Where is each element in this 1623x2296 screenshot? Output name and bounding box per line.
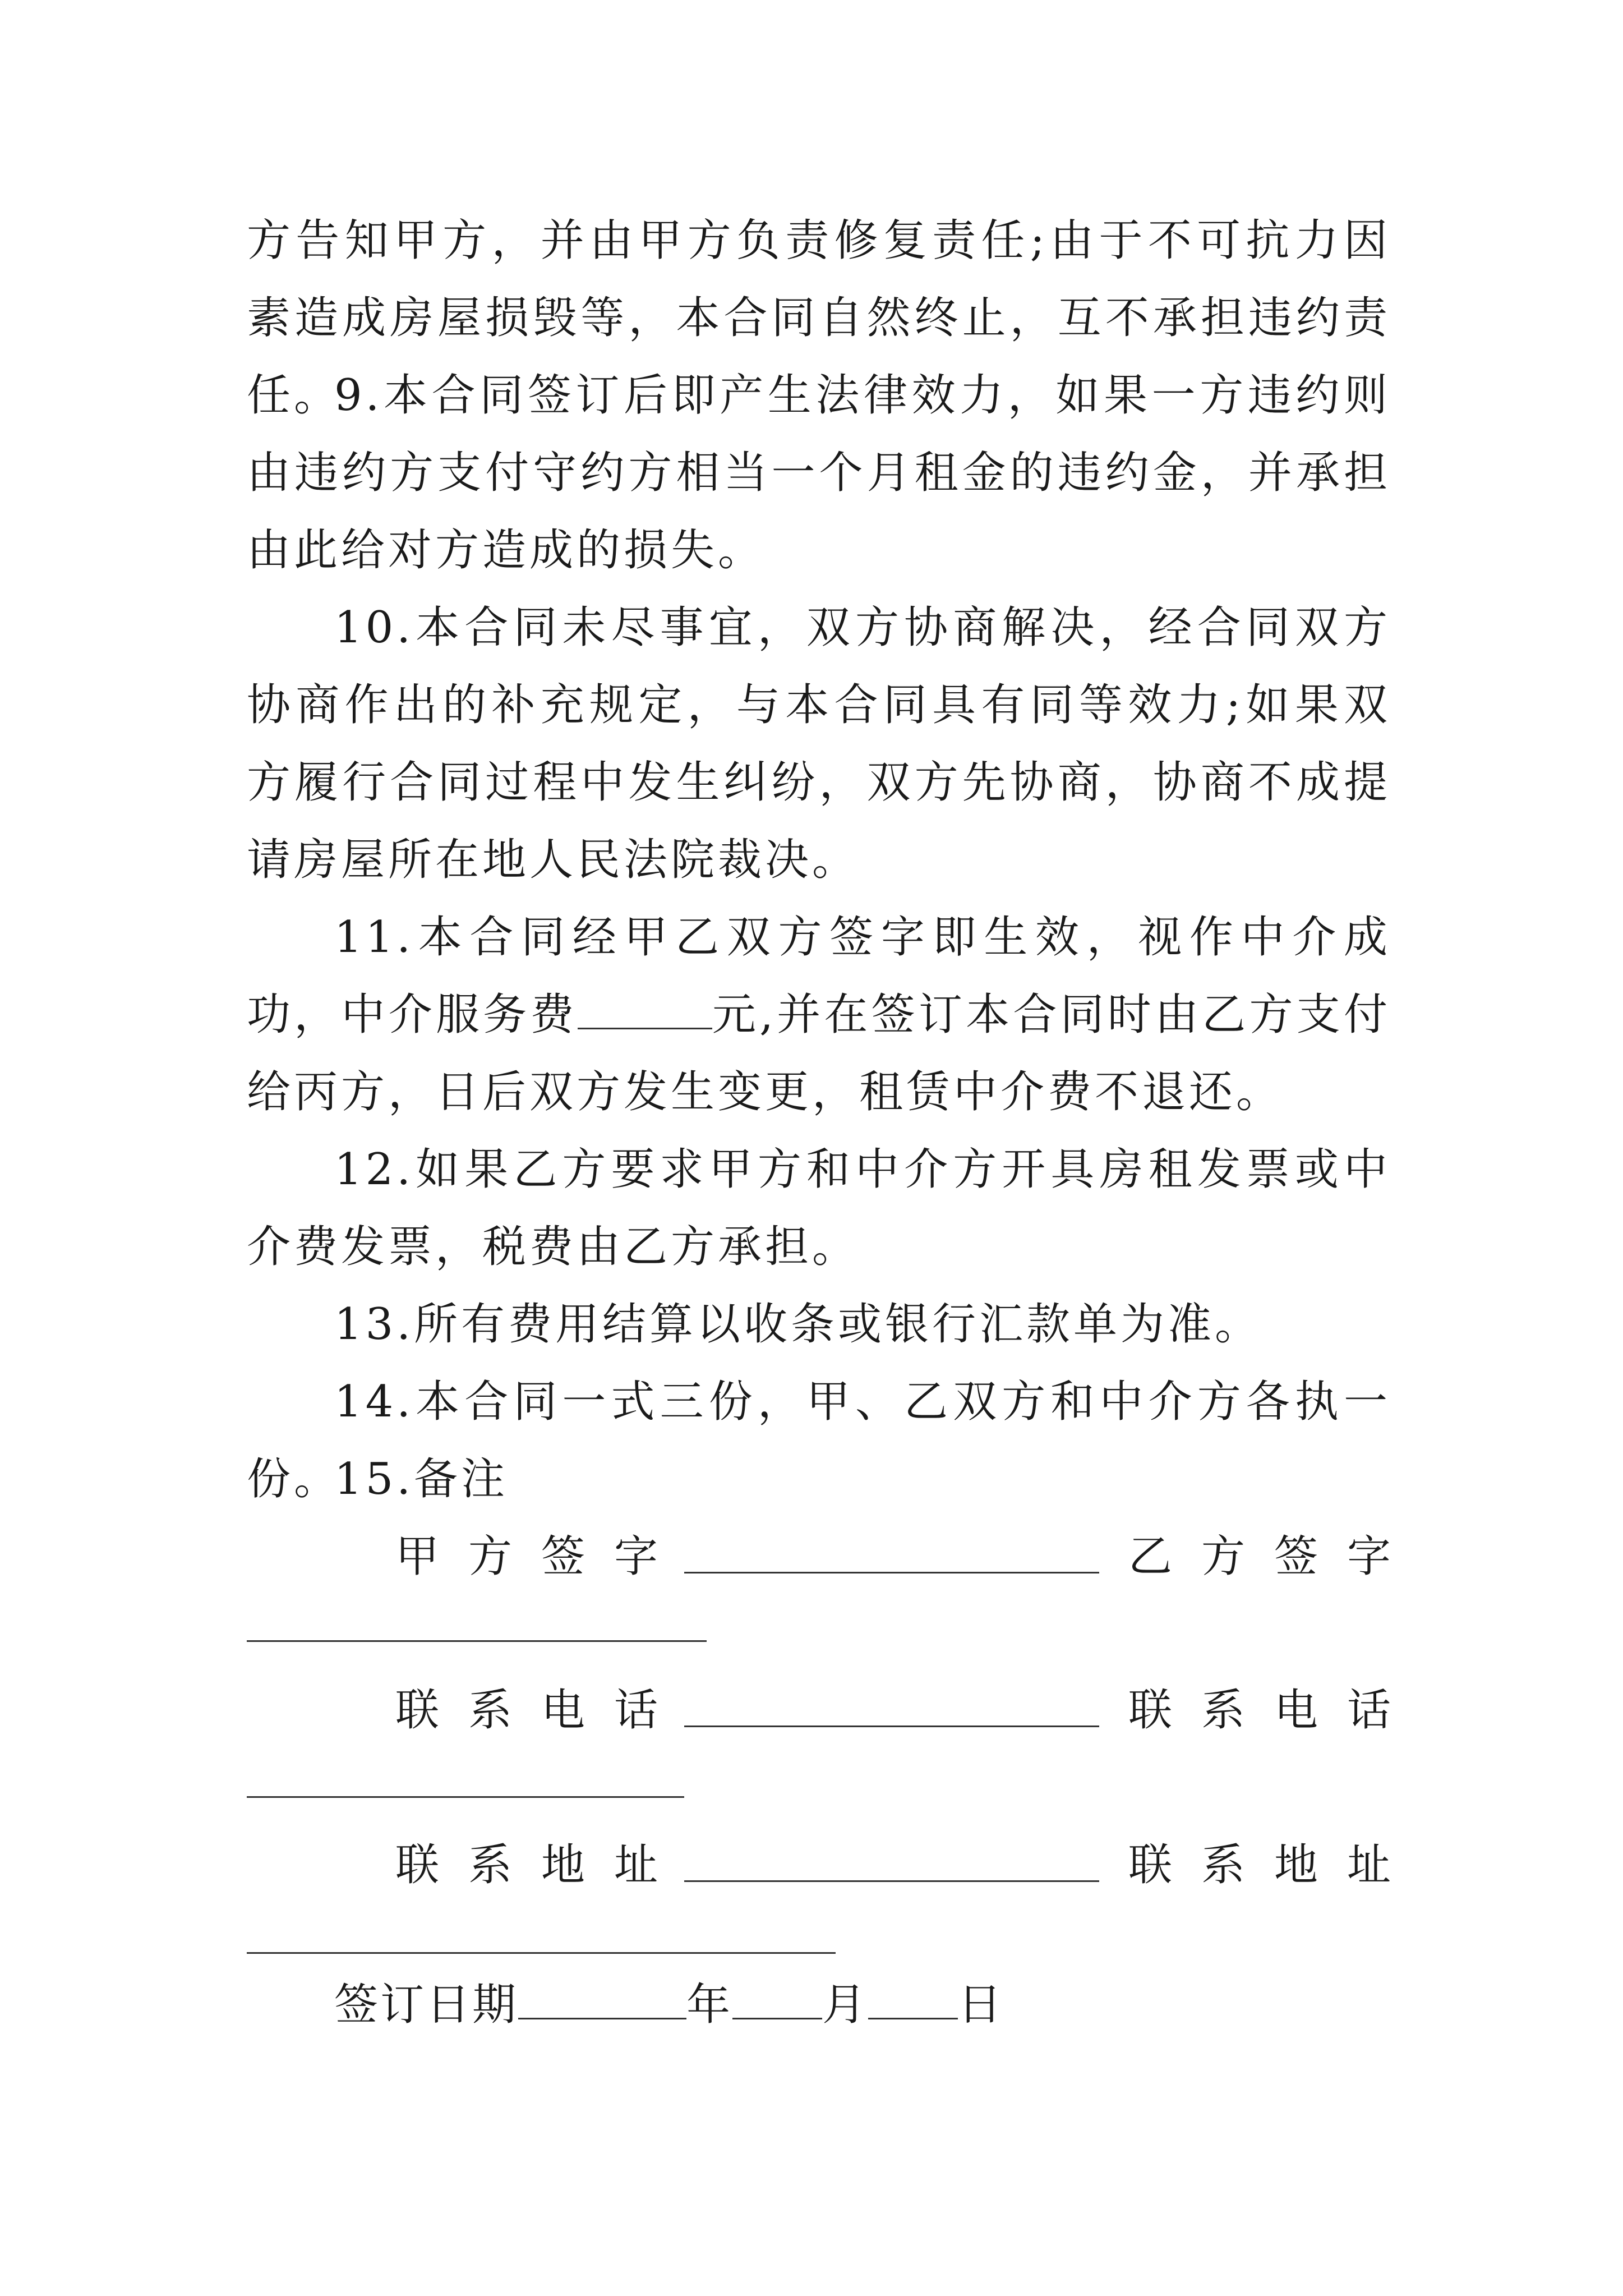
phone-row: [247, 1672, 1420, 1749]
party-b-phone-line: [247, 1796, 684, 1798]
paragraph-12: 12.如果乙方要求甲方和中介方开具房租发票或中介费发票，税费由乙方承担。: [247, 1144, 1391, 1272]
party-a-phone-line: [684, 1726, 1099, 1727]
paragraph-14: 14.本合同一式三份，甲、乙双方和中介方各执一份。: [247, 1377, 1391, 1504]
party-a-signature-label: 甲方签字: [395, 1531, 688, 1582]
signature-row: [247, 1518, 1420, 1595]
party-b-signature-line: [247, 1640, 707, 1642]
paragraph-8-continued: 方告知甲方，并由甲方负责修复责任;由于不可抗力因素造成房屋损毁等，本合同自然终止，互不承担违约责任。: [247, 215, 1391, 421]
month-label: 月: [822, 1980, 869, 2030]
year-blank: [518, 1978, 686, 2019]
paragraph-15-remarks: 15.备注: [334, 1454, 509, 1504]
service-fee-blank: [578, 988, 712, 1029]
party-b-address-line: [247, 1952, 836, 1954]
party-a-signature-line: [684, 1572, 1099, 1573]
day-blank: [868, 1978, 958, 2019]
paragraph-9: 9.本合同签订后即产生法律效力，如果一方违约则由违约方支付守约方相当一个月租金的违约金，并承担由此给对方造成的损失。: [247, 370, 1391, 576]
party-b-signature-label: 乙方签字: [1128, 1531, 1420, 1582]
party-b-address-label: 联系地址: [1128, 1840, 1420, 1890]
party-b-phone-label: 联系电话: [1128, 1685, 1420, 1736]
address-row: [247, 1826, 1420, 1904]
day-label: 日: [958, 1980, 1004, 2030]
year-label: 年: [686, 1980, 733, 2030]
paragraph-10: 10.本合同未尽事宜，双方协商解决，经合同双方协商作出的补充规定，与本合同具有同等效力;如果双方履行合同过程中发生纠纷，双方先协商，协商不成提请房屋所在地人民法院裁决。: [247, 602, 1391, 885]
signing-date-label: 签订日期: [334, 1980, 519, 2030]
paragraph-11-part-b: 元,并在签订本合同时由乙方支付给丙方，日后双方发生变更，租赁中介费不退还。: [247, 990, 1391, 1117]
paragraph-11-part-a: 11.本合同经甲乙双方签字即生效，视作中介成功，中介服务费: [247, 912, 1391, 1040]
signing-date: [334, 1966, 1004, 2044]
month-blank: [732, 1978, 822, 2019]
party-a-phone-label: 联系电话: [395, 1685, 688, 1736]
paragraph-11: [247, 899, 1391, 1131]
party-a-address-label: 联系地址: [395, 1840, 688, 1890]
paragraph-13: 13.所有费用结算以收条或银行汇款单为准。: [334, 1299, 1262, 1350]
party-a-address-line: [684, 1880, 1099, 1882]
